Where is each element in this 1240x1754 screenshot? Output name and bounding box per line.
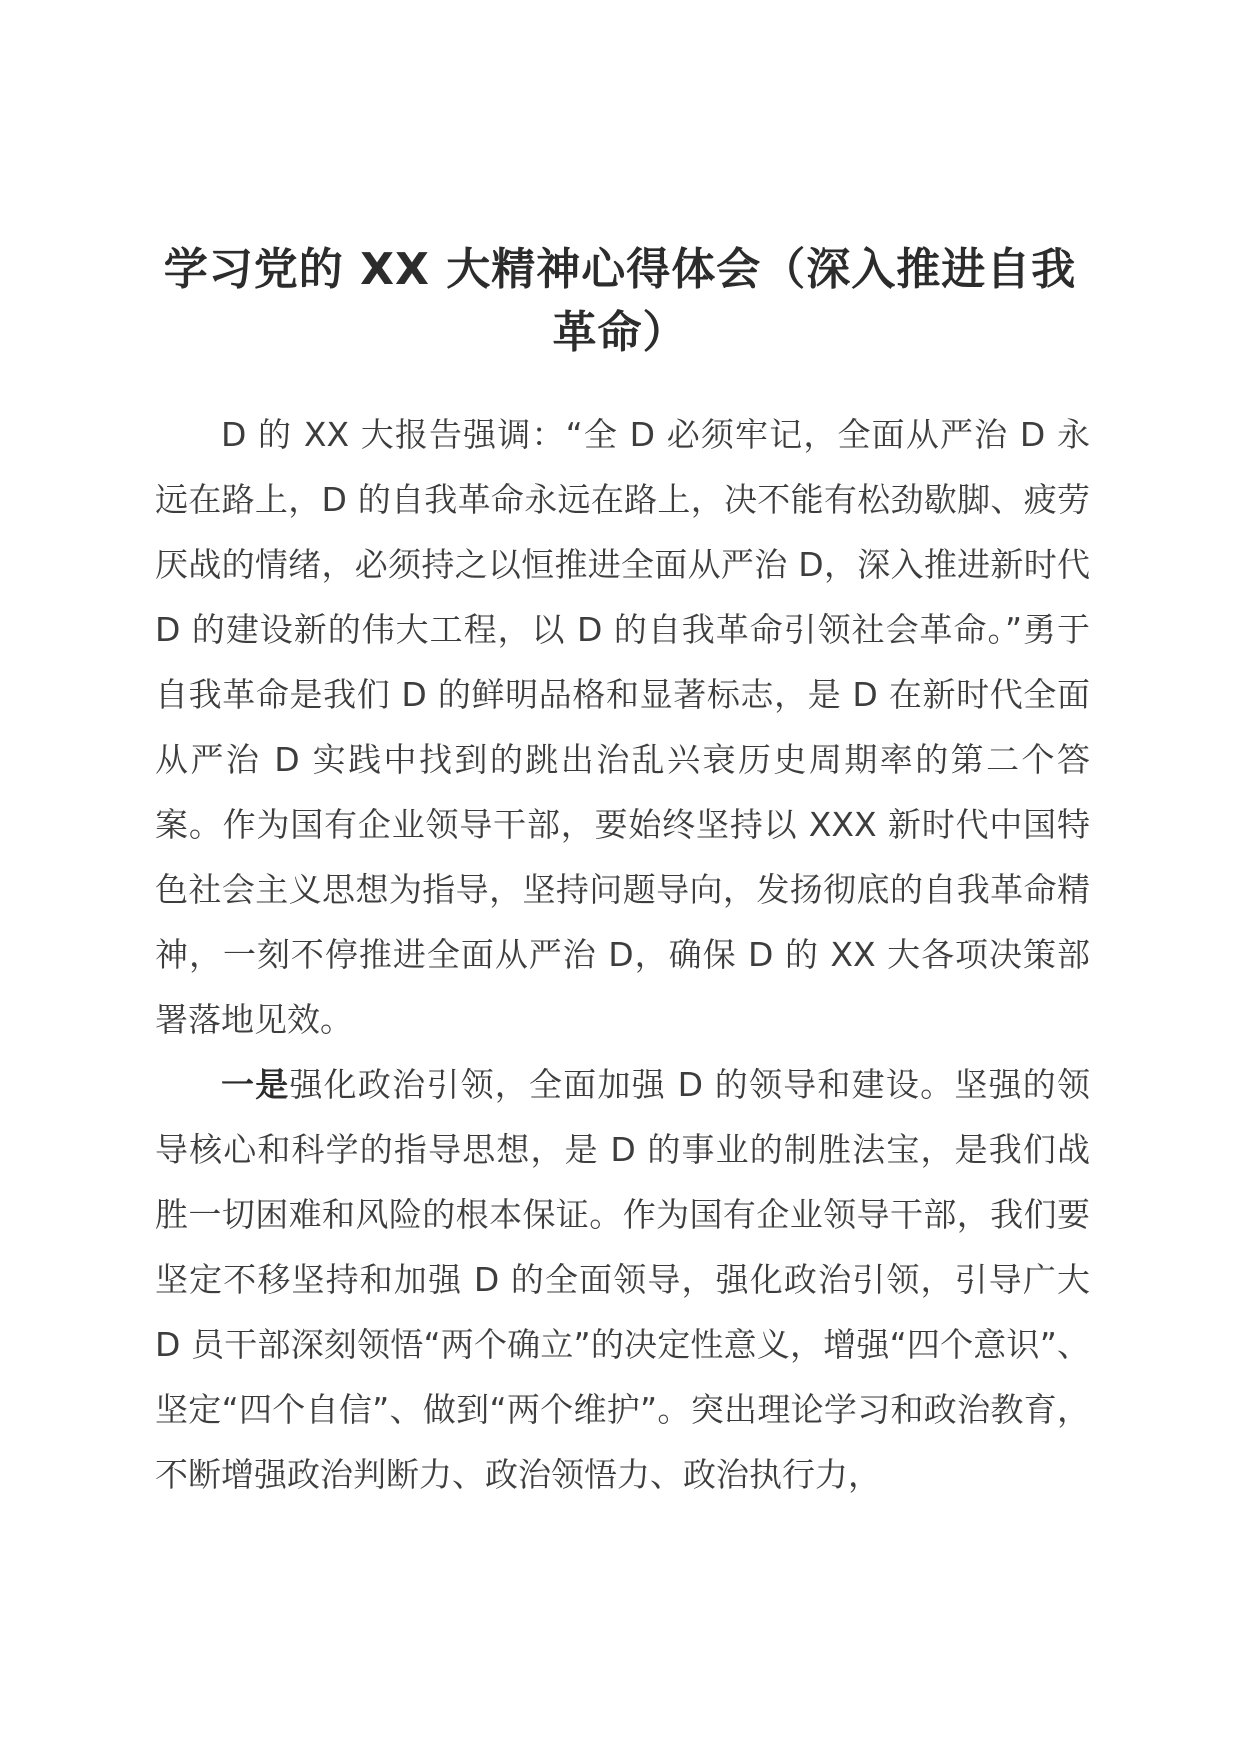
paragraph-point-one [155, 1052, 1090, 1507]
document-title: 学习党的 XX 大精神心得体会（深入推进自我革命） [163, 244, 1077, 358]
document-body [155, 402, 1090, 1507]
paragraph-text: 强化政治引领，全面加强 D 的领导和建设。坚强的领导核心和科学的指导思想，是 D 的事业的制胜法宝，是我们战胜一切困难和风险的根本保证。作为国有企业领导干部，我们要坚定不移坚持和加强 D 的全面领导，强化政治引领，引导广大 D 员干部深刻领悟“两个确立”的决定性意义，增强“四个意识”、坚定“四个自信”、做到“两个维护”。突出理论学习和政治教育，不断增强政治判断力、政治领悟力、政治执行力， [155, 1065, 1091, 1494]
paragraph-lead: 一是 [221, 1065, 290, 1104]
paragraph-text: D 的 XX 大报告强调：“全 D 必须牢记，全面从严治 D 永远在路上，D 的自我革命永远在路上，决不能有松劲歇脚、疲劳厌战的情绪，必须持之以恒推进全面从严治 D，深入推进新时代 D 的建设新的伟大工程，以 D 的自我革命引领社会革命。”勇于自我革命是我们 D 的鲜明品格和显著标志，是 D 在新时代全面从严治 D 实践中找到的跳出治乱兴衰历史周期率的第二个答案。作为国有企业领导干部，要始终坚持以 XXX 新时代中国特色社会主义思想为指导，坚持问题导向，发扬彻底的自我革命精神，一刻不停推进全面从严治 D，确保 D 的 XX 大各项决策部署落地见效。 [155, 415, 1090, 1039]
paragraph-intro [155, 402, 1090, 1052]
